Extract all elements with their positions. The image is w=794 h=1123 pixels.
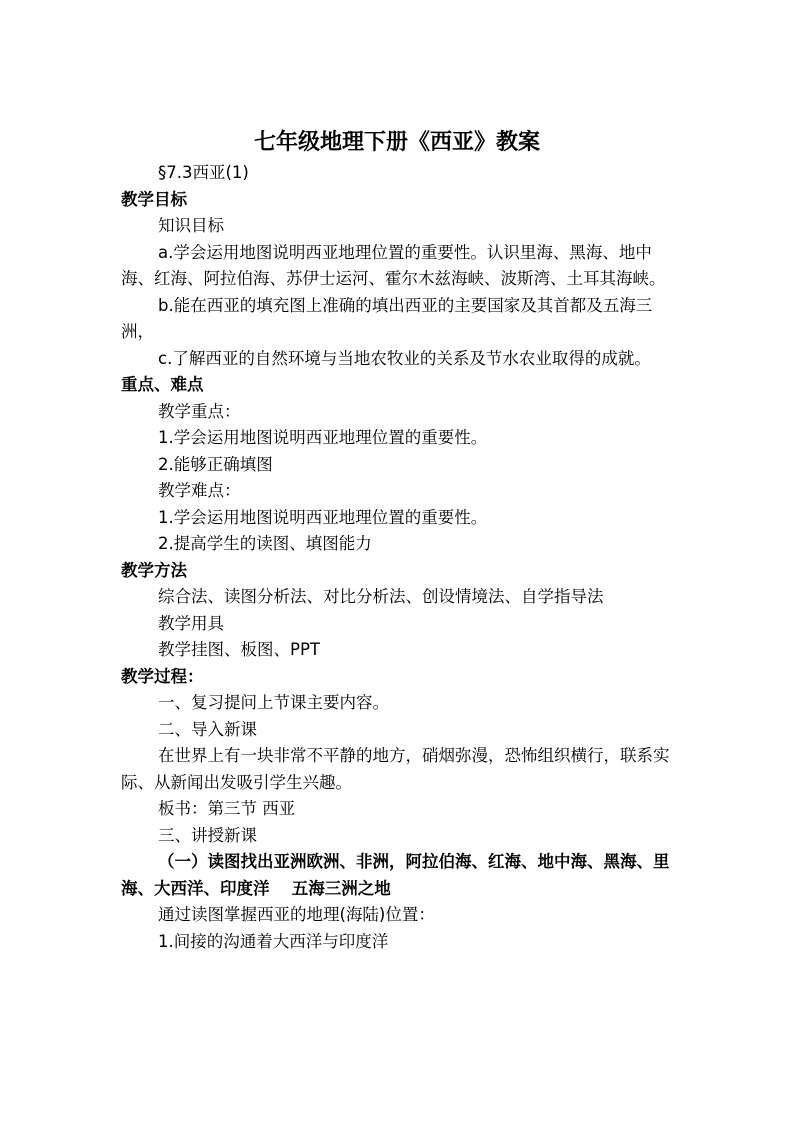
- difficulty-item-1: 1.学会运用地图说明西亚地理位置的重要性。: [158, 507, 488, 527]
- goal-item-c: c.了解西亚的自然环境与当地农牧业的关系及节水农业取得的成就。: [158, 348, 651, 368]
- process-step-3: 三、讲授新课: [158, 825, 257, 845]
- board-text: 板书：第三节 西亚: [158, 799, 296, 818]
- focus-item-1: 1.学会运用地图说明西亚地理位置的重要性。: [158, 428, 488, 447]
- methods-text: 综合法、读图分析法、对比分析法、创设情境法、自学指导法: [158, 587, 604, 606]
- knowledge-goals-heading: 知识目标: [158, 216, 224, 235]
- difficulty-item-2: 2.提高学生的读图、填图能力: [158, 534, 372, 553]
- difficulty-heading: 教学难点：: [158, 481, 241, 500]
- document-body: [121, 160, 681, 955]
- subsection-1-text: 通过读图掌握西亚的地理(海陆)位置：: [158, 905, 435, 924]
- subsection-1-item-1: 1.间接的沟通着大西洋与印度洋: [158, 931, 389, 951]
- goal-item-b: b.能在西亚的填充图上准确的填出西亚的主要国家及其首都及五海三洲，: [121, 295, 653, 341]
- goal-item-a: a.学会运用地图说明西亚地理位置的重要性。认识里海、黑海、地中海、红海、阿拉伯海、苏伊士运河、霍尔木兹海峡、波斯湾、土耳其海峡。: [121, 242, 666, 288]
- document-title: 七年级地理下册《西亚》教案: [253, 130, 540, 155]
- focus-heading: 教学重点：: [158, 401, 241, 421]
- process-heading: 教学过程：: [121, 666, 204, 686]
- tools-heading: 教学用具: [158, 613, 224, 633]
- teaching-goals-heading: 教学目标: [121, 189, 187, 209]
- subsection-1-heading: （一）读图找出亚洲欧洲、非洲，阿拉伯海、红海、地中海、黑海、里海、大西洋、印度洋 五海三洲之地: [121, 852, 670, 898]
- process-step-2: 二、导入新课: [158, 719, 257, 739]
- key-points-heading: 重点、难点: [121, 375, 204, 394]
- methods-heading: 教学方法: [121, 560, 187, 580]
- process-step-1: 一、复习提问上节课主要内容。: [158, 693, 389, 712]
- section-label: §7.3西亚(1): [158, 163, 249, 182]
- intro-text: 在世界上有一块非常不平静的地方，硝烟弥漫，恐怖组织横行，联系实际、从新闻出发吸引学生兴趣。: [121, 746, 670, 792]
- focus-item-2: 2.能够正确填图: [158, 454, 273, 474]
- tools-text: 教学挂图、板图、PPT: [158, 640, 320, 659]
